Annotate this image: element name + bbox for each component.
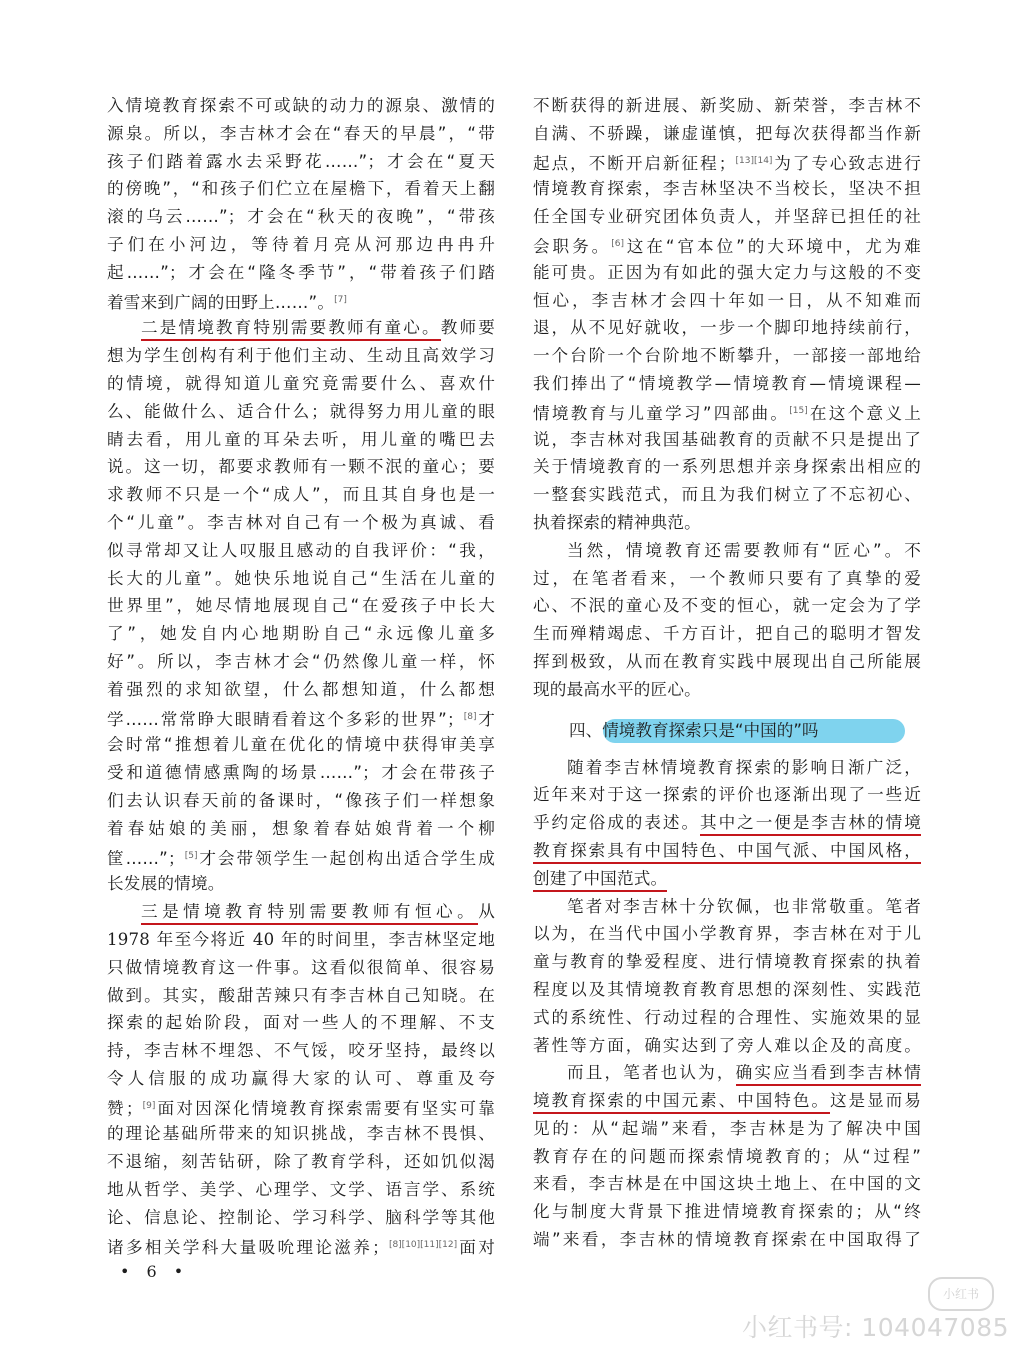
text-line: 1978 年至今将近 40 年的时间里，李吉林坚定地 xyxy=(107,929,495,949)
text-span: 诸多相关学科大量吸吮理论滋养； xyxy=(107,1237,389,1257)
citation-ref: [6] xyxy=(611,238,624,249)
text-line: 的理论基础所带来的知识挑战，李吉林不畏惧、 xyxy=(107,1124,495,1144)
text-line: 程度以及其情境教育教育思想的深刻性、实践范 xyxy=(533,979,921,999)
text-line: 恒心，李吉林才会四十年如一日，从不知难而 xyxy=(533,290,921,310)
underlined-phrase: 二是情境教育特别需要教师有童心。 xyxy=(141,318,441,341)
text-line: 自满、不骄躁，谦虚谨慎，把每次获得都当作新 xyxy=(533,123,921,143)
text-line: 当然，情境教育还需要教师有“匠心”。不 xyxy=(567,540,921,560)
text-line: 受和道德情感熏陶的场景……”；才会在带孩子 xyxy=(107,763,495,783)
text-line xyxy=(533,809,921,837)
citation-ref: [9] xyxy=(142,1100,156,1111)
text-line xyxy=(533,1087,921,1115)
text-line: 执着探索的精神典范。 xyxy=(533,512,701,532)
text-line: 们去认识春天前的备课时，“像孩子们一样想象 xyxy=(107,790,495,810)
text-line xyxy=(107,287,495,315)
text-line: 过，在笔者看来，一个教师只要有了真挚的爱 xyxy=(533,568,921,588)
text-span: 面对 xyxy=(457,1237,496,1257)
citation-ref: [15] xyxy=(789,405,808,416)
text-line xyxy=(107,1093,495,1121)
text-line: 探索的起始阶段，面对一些人的不理解、不支 xyxy=(107,1013,495,1033)
text-span: 从 xyxy=(478,902,495,922)
text-span: 才会带领学生一起创构出适合学生成 xyxy=(197,848,495,868)
text-line: 能可贵。正因为有如此的强大定力与这般的不变 xyxy=(533,262,921,282)
text-line xyxy=(533,398,921,426)
text-line: 退，从不见好就收，一步一个脚印地持续前行， xyxy=(533,318,921,338)
text-line: 睛去看，用儿童的耳朵去听，用儿童的嘴巴去 xyxy=(107,429,495,449)
text-line: 世界里”，她尽情地展现自己“在爱孩子中长大 xyxy=(107,596,495,616)
text-line: 好”。所以，李吉林才会“仍然像儿童一样，怀 xyxy=(107,651,495,671)
text-line xyxy=(107,898,495,926)
text-line: 想为学生创构有利于他们主动、生动且高效学习 xyxy=(107,346,495,366)
text-line: 以为，在当代中国小学教育界，李吉林在对于儿 xyxy=(533,924,921,944)
text-line: 做到。其实，酸甜苦辣只有李吉林自己知晓。在 xyxy=(107,985,495,1005)
section-number: 四、 xyxy=(569,720,603,740)
text-line: 见的：从“起端”来看，李吉林是为了解决中国 xyxy=(533,1118,921,1138)
text-span: 这在“官本位”的大环境中，尤为难 xyxy=(624,236,921,256)
watermark-text: 小红书号: 104047085 xyxy=(742,1313,1010,1342)
text-line: 源泉。所以，李吉林才会在“春天的早晨”，“带 xyxy=(107,123,495,143)
underlined-phrase: 三是情境教育特别需要教师有恒心。 xyxy=(141,902,478,925)
text-line: 了”，她发自内心地期盼自己“永远像儿童多 xyxy=(107,624,495,644)
text-line: 一整套实践范式，而且为我们树立了不忘初心、 xyxy=(533,485,921,505)
text-line: 令人信服的成功赢得大家的认可、尊重及夸 xyxy=(107,1068,495,1088)
text-line: 的傍晚”，“和孩子们伫立在屋檐下，看着天上翻 xyxy=(107,179,495,199)
text-line: 童与教育的挚爱程度、进行情境教育探索的执着 xyxy=(533,952,921,972)
section-title: 情境教育探索只是“中国的”吗 xyxy=(602,720,819,740)
text-line: 个“儿童”。李吉林对自己有一个极为真诚、看 xyxy=(107,512,495,532)
citation-ref: [8] xyxy=(463,711,477,722)
text-span: 学……常常睁大眼睛看着这个多彩的世界”； xyxy=(107,709,464,729)
citation-ref: [7] xyxy=(334,294,347,305)
text-line: 情境教育探索，李吉林坚决不当校长，坚决不担 xyxy=(533,179,921,199)
text-span: 这是显而易 xyxy=(829,1091,922,1111)
text-span: 面对因深化情境教育探索需要有坚实可靠 xyxy=(155,1098,495,1118)
text-span: 为了专心致志进行 xyxy=(772,153,921,173)
text-line: 著性等方面，确实达到了旁人难以企及的高度。 xyxy=(533,1035,921,1055)
text-span: 教师要 xyxy=(440,318,495,338)
text-span: 会职务。 xyxy=(533,236,612,256)
page-number: • 6 • xyxy=(120,1262,190,1281)
right-column xyxy=(533,92,921,1254)
text-line: 挥到极致，从而在教育实践中展现出自己所能展 xyxy=(533,651,921,671)
text-line: 起……”；才会在“隆冬季节”，“带着孩子们踏 xyxy=(107,262,495,282)
text-line xyxy=(107,704,495,732)
text-line: 我们捧出了“情境教学—情境教育—情境课程— xyxy=(533,373,921,393)
text-line xyxy=(533,148,921,176)
text-line: 着春姑娘的美丽，想象着春姑娘背着一个柳 xyxy=(107,818,495,838)
text-line xyxy=(533,837,921,865)
text-line: 笔者对李吉林十分钦佩，也非常敬重。笔者 xyxy=(567,896,921,916)
text-line xyxy=(533,1059,921,1087)
section-heading xyxy=(533,710,921,749)
text-line: 的情境，就得知道儿童究竟需要什么、喜欢什 xyxy=(107,373,495,393)
citation-ref: [5] xyxy=(184,850,198,861)
underlined-phrase: 教育探索具有中国特色、中国气派、中国风格， xyxy=(533,841,921,864)
text-line: 着强烈的求知欲望，什么都想知道，什么都想 xyxy=(107,679,495,699)
text-line: 似寻常却又让人叹服且感动的自我评价：“我， xyxy=(107,540,495,560)
left-column xyxy=(107,92,495,1259)
text-line: 求教师不只是一个“成人”，而且其自身也是一 xyxy=(107,485,495,505)
text-span: 着雪来到广阔的田野上……”。 xyxy=(107,292,335,312)
underlined-phrase: 境教育探索的中国元素、中国特色。 xyxy=(533,1091,830,1114)
text-span: 赞； xyxy=(107,1098,143,1118)
text-line: 入情境教育探索不可或缺的动力的源泉、激情的 xyxy=(107,96,495,115)
text-span: 才 xyxy=(476,709,495,729)
text-line: 式的系统性、行动过程的合理性、实施效果的显 xyxy=(533,1007,921,1027)
section-heading-text xyxy=(569,711,819,750)
text-line: 任全国专业研究团体负责人，并坚辞已担任的社 xyxy=(533,207,921,227)
text-line: 会时常“推想着儿童在优化的情境中获得审美享 xyxy=(107,735,495,755)
text-line: 么、能做什么、适合什么；就得努力用儿童的眼 xyxy=(107,401,495,421)
text-span: 情境教育与儿童学习”四部曲。 xyxy=(533,403,790,423)
text-line: 说，李吉林对我国基础教育的贡献不只是提出了 xyxy=(533,429,921,449)
watermark-logo: 小红书 xyxy=(928,1277,994,1311)
text-line: 心、不泯的童心及不变的恒心，就一定会为了学 xyxy=(533,596,921,616)
underlined-phrase: 确实应当看到李吉林情 xyxy=(736,1063,921,1086)
text-line: 生而殚精竭虑、千方百计，把自己的聪明才智发 xyxy=(533,624,921,644)
text-span: 乎约定俗成的表述。 xyxy=(533,813,701,833)
text-line: 子们在小河边，等待着月亮从河那边冉冉升 xyxy=(107,234,495,254)
text-line: 说。这一切，都要求教师有一颗不泯的童心；要 xyxy=(107,457,495,477)
text-span: 在这个意义上 xyxy=(807,403,921,423)
text-line xyxy=(533,231,921,259)
citation-ref: [13][14] xyxy=(735,155,773,166)
text-line: 长大的儿童”。她快乐地说自己“生活在儿童的 xyxy=(107,568,495,588)
citation-ref: [8][10][11][12] xyxy=(388,1239,458,1250)
text-line xyxy=(107,314,495,342)
text-span: 筐……”； xyxy=(107,848,185,868)
text-line: 一个台阶一个台阶地不断攀升，一部接一部地给 xyxy=(533,346,921,366)
text-line xyxy=(107,1232,495,1260)
text-span: 起点，不断开启新征程； xyxy=(533,153,736,173)
text-line: 化与制度大背景下推进情境教育探索的；从“终 xyxy=(533,1202,921,1222)
text-line: 长发展的情境。 xyxy=(107,874,225,894)
text-line: 持，李吉林不埋怨、不气馁，咬牙坚持，最终以 xyxy=(107,1041,495,1061)
text-span: 而且，笔者也认为， xyxy=(567,1063,736,1083)
text-line: 地从哲学、美学、心理学、文学、语言学、系统 xyxy=(107,1180,495,1200)
underlined-phrase: 创建了中国范式。 xyxy=(533,869,667,892)
text-line: 不退缩，刻苦钻研，除了教育学科，还如饥似渴 xyxy=(107,1152,495,1172)
text-line: 关于情境教育的一系列思想并亲身探索出相应的 xyxy=(533,457,921,477)
text-line: 现的最高水平的匠心。 xyxy=(533,679,701,699)
underlined-phrase: 其中之一便是李吉林的情境 xyxy=(700,813,921,836)
text-line: 随着李吉林情境教育探索的影响日渐广泛， xyxy=(567,757,921,777)
text-line: 不断获得的新进展、新奖励、新荣誉，李吉林不 xyxy=(533,96,921,115)
text-line: 来看，李吉林是在中国这块土地上、在中国的文 xyxy=(533,1174,921,1194)
text-line: 论、信息论、控制论、学习科学、脑科学等其他 xyxy=(107,1207,495,1227)
text-line xyxy=(533,865,921,893)
text-line: 孩子们踏着露水去采野花……”；才会在“夏天 xyxy=(107,151,495,171)
text-line: 教育存在的问题而探索情境教育的；从“过程” xyxy=(533,1146,921,1166)
text-line xyxy=(107,843,495,871)
text-line: 近年来对于这一探索的评价也逐渐出现了一些近 xyxy=(533,785,921,805)
text-line: 只做情境教育这一件事。这看似很简单、很容易 xyxy=(107,957,495,977)
text-line: 滚的乌云……”；才会在“秋天的夜晚”，“带孩 xyxy=(107,207,495,227)
text-line: 端”来看，李吉林的情境教育探索在中国取得了 xyxy=(533,1230,921,1250)
